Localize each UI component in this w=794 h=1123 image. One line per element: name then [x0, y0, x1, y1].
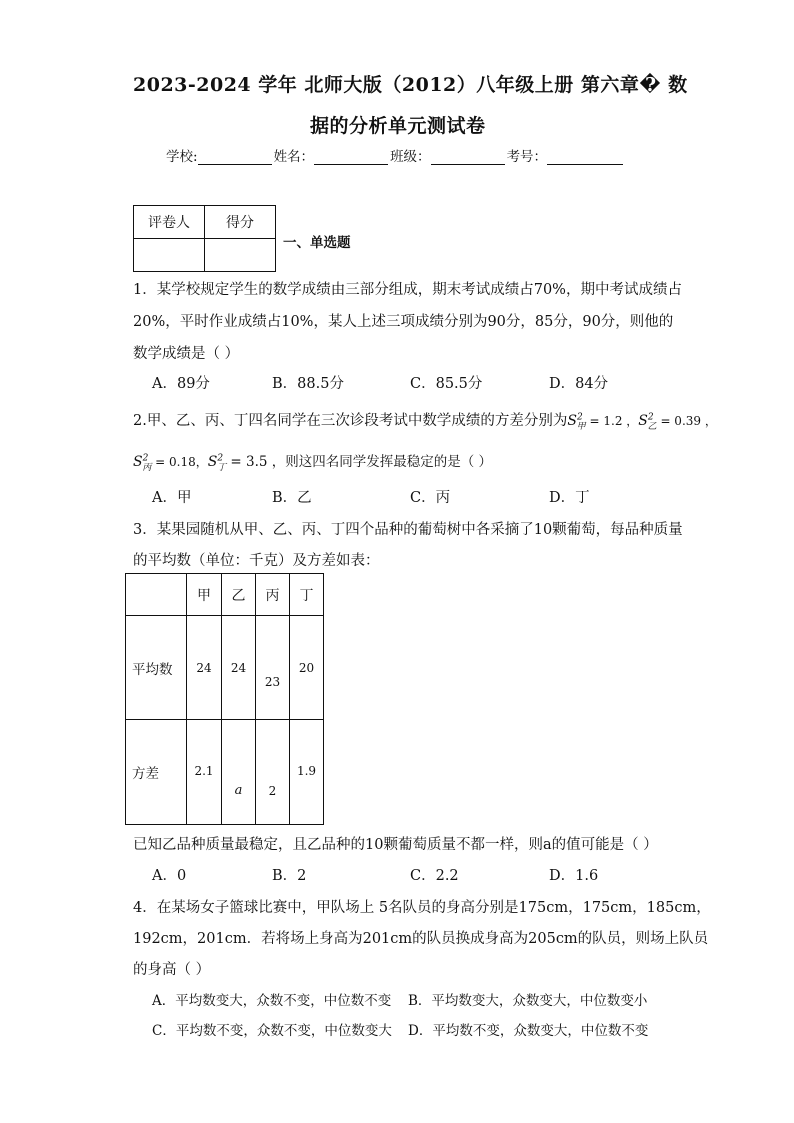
score-cell[interactable] — [205, 239, 276, 272]
school-label: 学校: — [166, 149, 198, 165]
section-heading: 一、单选题 — [283, 235, 351, 251]
table-var-bing: 2 — [256, 720, 290, 825]
title-line-1: 2023-2024 学年 北师大版（2012）八年级上册 第六章� 数 — [133, 74, 688, 96]
title-line-2: 据的分析单元测试卷 — [310, 115, 486, 137]
q4-line-2: 192cm，201cm．若将场上身高为201cm的队员换成身高为205cm的队员，则场上队员 — [133, 931, 709, 947]
table-corner-cell — [126, 574, 187, 616]
reviewer-header: 评卷人 — [134, 206, 205, 239]
table-var-ding: 1.9 — [290, 720, 324, 825]
variance-symbol-ding: $S^2_丁$ — [207, 453, 227, 473]
q1-option-c[interactable]: C．85.5分 — [410, 376, 483, 392]
q3-option-b[interactable]: B．2 — [272, 868, 307, 884]
variance-ding-value: = 3.5 ，则这四名同学发挥最稳定的是（ ） — [226, 454, 493, 470]
q1-option-d[interactable]: D．84分 — [549, 376, 609, 392]
variance-symbol-bing: $S^2_丙$ — [133, 453, 152, 473]
q1-line-1: 1．某学校规定学生的数学成绩由三部分组成，期末考试成绩占70%，期中考试成绩占 — [133, 282, 682, 298]
q4-option-b[interactable]: B．平均数变大，众数变大，中位数变小 — [408, 993, 648, 1009]
reviewer-cell[interactable] — [134, 239, 205, 272]
number-blank[interactable] — [547, 150, 623, 165]
q2-line-1 — [133, 409, 717, 432]
q3-option-d[interactable]: D．1.6 — [549, 868, 599, 884]
q3-line-1: 3．某果园随机从甲、乙、丙、丁四个品种的葡萄树中各采摘了10颗葡萄，每品种质量 — [133, 522, 683, 538]
name-blank[interactable] — [314, 150, 388, 165]
class-label: 班级： — [390, 149, 431, 165]
name-label: 姓名： — [273, 149, 315, 165]
table-variance-label: 方差 — [126, 720, 187, 825]
q3-line-3: 已知乙品种质量最稳定，且乙品种的10颗葡萄质量不都一样，则a的值可能是（ ） — [133, 837, 658, 853]
q1-option-b[interactable]: B．88.5分 — [272, 376, 344, 392]
q1-line-3: 数学成绩是（ ） — [133, 346, 240, 362]
q4-option-a[interactable]: A．平均数变大，众数不变，中位数不变 — [152, 993, 392, 1009]
table-header-bing: 丙 — [256, 574, 290, 616]
variance-symbol-yi: $S^2_乙$ — [638, 412, 657, 432]
table-mean-yi: 24 — [222, 616, 256, 720]
q3-line-2: 的平均数（单位：千克）及方差如表： — [133, 553, 380, 569]
q4-option-c[interactable]: C．平均数不变，众数不变，中位数变大 — [152, 1023, 392, 1039]
q3-option-a[interactable]: A．0 — [152, 868, 187, 884]
score-table — [133, 205, 276, 272]
table-mean-ding: 20 — [290, 616, 324, 720]
table-header-jia: 甲 — [187, 574, 222, 616]
table-mean-label: 平均数 — [126, 616, 187, 720]
table-mean-bing: 23 — [256, 616, 290, 720]
student-info-line — [166, 145, 625, 165]
score-header: 得分 — [205, 206, 276, 239]
q3-option-c[interactable]: C．2.2 — [410, 868, 459, 884]
variance-symbol-jia: $S^2_甲$ — [567, 412, 586, 432]
table-var-jia: 2.1 — [187, 720, 222, 825]
number-label: 考号： — [506, 149, 548, 165]
table-header-ding: 丁 — [290, 574, 324, 616]
q2-option-b[interactable]: B．乙 — [272, 490, 312, 506]
table-var-yi: a — [222, 720, 256, 825]
q3-data-table — [125, 573, 324, 825]
class-blank[interactable] — [431, 150, 505, 165]
q2-text: 2.甲、乙、丙、丁四名同学在三次诊段考试中数学成绩的方差分别为 — [133, 413, 568, 429]
q2-line-2 — [133, 450, 492, 473]
variance-jia-value: = 1.2 ， — [585, 414, 639, 428]
variance-yi-value: = 0.39 ， — [656, 414, 717, 428]
q4-line-1: 4．在某场女子篮球比赛中，甲队场上 5名队员的身高分别是175cm，175cm，185cm， — [133, 900, 711, 916]
table-header-yi: 乙 — [222, 574, 256, 616]
q4-line-3: 的身高（ ） — [133, 962, 211, 978]
q1-option-a[interactable]: A．89分 — [152, 376, 210, 392]
q1-line-2: 20%，平时作业成绩占10%，某人上述三项成绩分别为90分，85分，90分，则他的 — [133, 314, 674, 330]
q2-option-c[interactable]: C．丙 — [410, 490, 451, 506]
table-mean-jia: 24 — [187, 616, 222, 720]
q4-option-d[interactable]: D．平均数不变，众数变大，中位数不变 — [408, 1023, 649, 1039]
variance-bing-value: = 0.18， — [151, 455, 208, 469]
school-blank[interactable] — [198, 150, 272, 165]
q2-option-d[interactable]: D．丁 — [549, 490, 590, 506]
q2-option-a[interactable]: A．甲 — [152, 490, 192, 506]
